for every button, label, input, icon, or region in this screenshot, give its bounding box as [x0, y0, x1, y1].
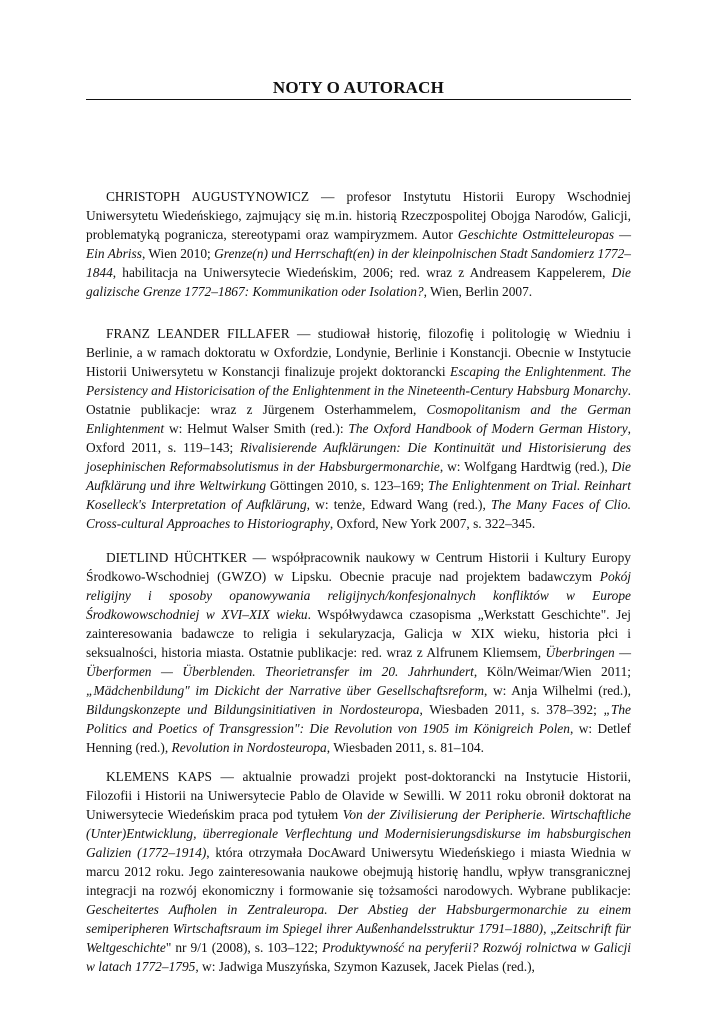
entry-text: DIETLIND HÜCHTKER — współpracownik naukowy w Centrum Historii i Kultury Europy Środkowo-Wschodniej (GWZO) w Lipsku. Obecnie pracuje nad projektem badawczym [86, 550, 631, 584]
entry-text: , w: Wolfgang Hardtwig (red.), [439, 459, 612, 474]
entry-text: , która otrzymała DocAward Uniwersytu Wiedeńskiego i miasta Wiednia w marcu 2012 roku. Jego zainteresowania naukowe obejmują historię handlu, wpływ transgranicznej integracji na rozwój ekonomiczny i formowanie się tożsamości narodowych. Wybrane publikacje: [86, 845, 631, 898]
entry-text: , Wien, Berlin 2007. [423, 284, 533, 299]
entry-title-italic: Die galizische Grenze 1772–1867: Kommunikation oder Isolation? [86, 265, 631, 299]
entry-text: . Ostatnie publikacje: wraz z Jürgenem Osterhammelem, [86, 383, 631, 417]
entry-title-italic: Gescheitertes Aufholen in Zentraleuropa. Der Abstieg der Habsburgermonarchie zu einem semiperipheren Wirtschaftsraum im Spiegel ihrer Außenhandelsstruktur 1791–1880) [86, 902, 631, 936]
entry-title-italic: Grenze(n) und Herrschaft(en) in der kleinpolnischen Stadt Sandomierz 1772–1844 [86, 246, 631, 280]
entry-text: " nr 9/1 (2008), s. 103–122; [165, 940, 323, 955]
author-note-fillafer [86, 324, 631, 533]
entry-text: CHRISTOPH AUGUSTYNOWICZ — profesor Instytutu Historii Europy Wschodniej Uniwersytetu Wiedeńskiego, zajmujący się m.in. historią Rzeczpospolitej Obojga Narodów, Galicji, problematyką pogranicza, stereotypami oraz wampiryzmem. Autor [86, 189, 631, 242]
entry-text: , „ [543, 921, 557, 936]
entry-title-italic: Geschichte Ostmitteleuropas — Ein Abriss [86, 227, 631, 261]
entry-title-italic: Überbringen — Überformen — Überblenden. Theorietransfer im 20. Jahrhundert [86, 645, 631, 679]
entry-title-italic: Rivalisierende Aufklärungen: Die Kontinuität und Historisierung des josephinischen Reformabsolutismus in der Habsburgermonarchie [86, 440, 631, 474]
entry-title-italic: Von der Zivilisierung der Peripherie. Wirtschaftliche (Unter)Entwicklung, überregionale Verflechtung und Modernisierungsdiskurse im habsburgischen Galizien (1772–1914) [86, 807, 631, 860]
entry-text: , Oxford, New York 2007, s. 322–345. [329, 516, 536, 531]
page-title: NOTY O AUTORACH [272, 78, 445, 97]
entry-title-italic: Pokój religijny i sposoby opanowywania religijnych/konfesjonalnych konfliktów w Europe Środkowowschodniej w XVI–XIX wieku [86, 569, 631, 622]
entry-title-italic: Produktywność na peryferii? Rozwój rolnictwa w Galicji w latach 1772–1795 [86, 940, 632, 974]
entry-text: , Oxford 2011, s. 119–143; [86, 421, 631, 455]
entry-title-italic: Bildungskonzepte und Bildungsinitiativen in Nordosteuropa [86, 702, 420, 717]
entry-text: , w: Anja Wilhelmi (red.), [484, 683, 631, 698]
entry-text: , habilitacja na Uniwersytecie Wiedeńskim, 2006; red. wraz z Andreasem Kappelerem, [112, 265, 612, 280]
entry-text: . Współwydawca czasopisma „Werkstatt Geschichte". Jej zainteresowania badawcze to religia i sekularyzacja, Galicja w XIX wieku, historia płci i seksualności, historia miasta. Ostatnie publikacje: red. wraz z Alfrunem Kliemsem, [86, 607, 632, 660]
entry-title-italic: The Oxford Handbook of Modern German History [348, 421, 628, 436]
entry-title-italic: Cosmopolitanism and the German Enlightenment [86, 402, 632, 436]
author-note-augustynowicz [86, 187, 631, 301]
entry-title-italic: „The Politics and Poetics of Transgression": Die Revolution von 1905 im Königreich Polen [86, 702, 631, 736]
author-note-kaps [86, 767, 631, 976]
entry-title-italic: Die Aufklärung und ihre Weltwirkung [86, 459, 631, 493]
entry-title-italic: Revolution in Nordosteuropa [171, 740, 327, 755]
author-note-huchtker [86, 548, 631, 757]
entry-text: , Wien 2010; [141, 246, 215, 261]
entry-text: , w: Jadwiga Muszyńska, Szymon Kazusek, Jacek Pielas (red.), [195, 959, 535, 974]
entry-text: w: tenże, Edward Wang (red.), [310, 497, 491, 512]
entry-text: w: Helmut Walser Smith (red.): [164, 421, 349, 436]
entry-title-italic: The Many Faces of Clio. Cross-cultural Approaches to Historiography [86, 497, 631, 531]
entry-text: , Wiesbaden 2011, s. 378–392; [419, 702, 604, 717]
entry-text: Göttingen 2010, s. 123–169; [266, 478, 428, 493]
entry-title-italic: The Enlightenment on Trial. Reinhart Koselleck's Interpretation of Aufklärung, [86, 478, 631, 512]
entry-title-italic: Escaping the Enlightenment. The Persistency and Historicisation of the Enlightenment in the Nineteenth-Century Habsburg Monarchy [86, 364, 631, 398]
entry-text: , w: Detlef Henning (red.), [86, 721, 632, 755]
entry-text: , Köln/Weimar/Wien 2011; [473, 664, 632, 679]
entry-title-italic: „Mädchenbildung" im Dickicht der Narrative über Gesellschaftsreform [86, 683, 485, 698]
title-rule [86, 99, 631, 100]
entry-text: KLEMENS KAPS — aktualnie prowadzi projekt post-doktorancki na Instytucie Historii, Filozofii i Historii na Uniwersytecie Pablo de Olavide w Sewilli. W 2011 roku obronił doktorat na Uniwersytecie Wiedeńskim praca pod tytułem [86, 769, 631, 822]
entry-title-italic: Zeitschrift für Weltgeschichte [86, 921, 632, 955]
entry-text: , Wiesbaden 2011, s. 81–104. [326, 740, 484, 755]
entry-text: FRANZ LEANDER FILLAFER — studiował historię, filozofię i politologię w Wiedniu i Berlinie, a w ramach doktoratu w Oxfordzie, Londynie, Berlinie i Konstancji. Obecnie w Instytucie Historii Uniwersytetu w Konstancji finalizuje projekt doktorancki [86, 326, 631, 379]
